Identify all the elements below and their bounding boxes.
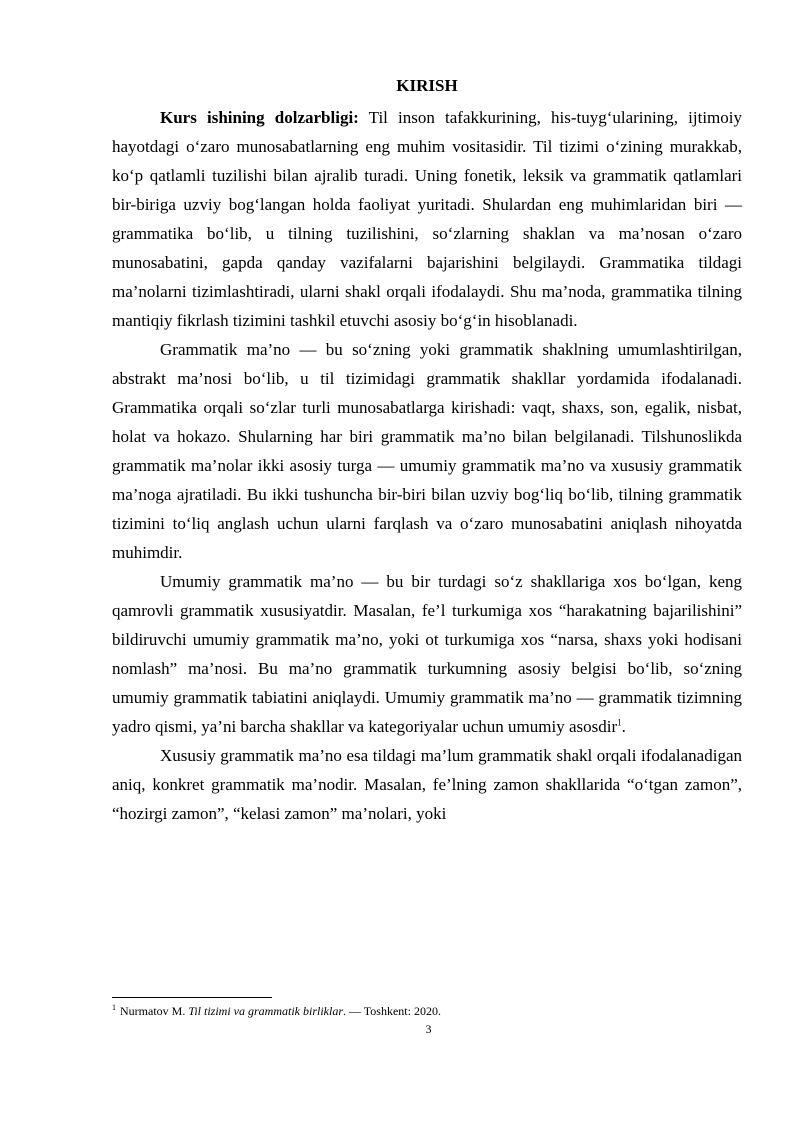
footnote-reference[interactable]: 1 <box>617 717 622 728</box>
document-page <box>112 72 742 828</box>
footnote-marker: 1 <box>112 1003 116 1012</box>
footnote-publication: . — Toshkent: 2020. <box>343 1004 441 1018</box>
paragraph-relevance <box>112 103 742 335</box>
paragraph-general-meaning <box>112 567 742 741</box>
paragraph-lead: Kurs ishining dolzarbligi: <box>160 108 359 127</box>
paragraph-text: Umumiy grammatik ma’no — bu bir turdagi so‘z shakllariga xos bo‘lgan, keng qamrovli grammatik xususiyatdir. Masalan, fe’l turkumiga xos “harakatning bajarilishini” bildiruvchi umumiy grammatik ma’no, yoki ot turkumiga xos “narsa, shaxs yoki hodisani nomlash” ma’nosi. Bu ma’no grammatik turkumning asosiy belgisi bo‘lib, so‘zning umumiy grammatik tabiatini aniqlaydi. Umumiy grammatik ma’no — grammatik tizimning yadro qismi, ya’ni barcha shakllar va kategoriyalar uchun umumiy asosdir <box>112 572 742 736</box>
paragraph-text: Xususiy grammatik ma’no esa tildagi ma’lum grammatik shakl orqali ifodalanadigan aniq, konkret grammatik ma’nodir. Masalan, fe’lning zamon shakllarida “o‘tgan zamon”, “hozirgi zamon”, “kelasi zamon” ma’nolari, yoki <box>112 746 742 823</box>
footnote-separator <box>112 997 272 998</box>
footnote <box>112 1004 742 1019</box>
page-number: 3 <box>425 1022 432 1036</box>
paragraph-text-end: . <box>621 717 626 736</box>
footnote-author: Nurmatov M. <box>120 1004 189 1018</box>
footnote-work-title: Til tizimi va grammatik birliklar <box>188 1004 344 1018</box>
paragraph-grammatical-meaning <box>112 335 742 567</box>
paragraph-text: Til inson tafakkurining, his-tuyg‘ularining, ijtimoiy hayotdagi o‘zaro munosabatlarning eng muhim vositasidir. Til tizimi o‘zining murakkab, ko‘p qatlamli tuzilishi bilan ajralib turadi. Uning fonetik, leksik va grammatik qatlamlari bir-biriga uzviy bog‘langan holda faoliyat yuritadi. Shulardan eng muhimlaridan biri — grammatika bo‘lib, u tilning tuzilishini, so‘zlarning shaklan va ma’nosan o‘zaro munosabatini, gapda qanday vazifalarni bajarishini belgilaydi. Grammatika tildagi ma’nolarni tizimlashtiradi, ularni shakl orqali ifodalaydi. Shu ma’noda, grammatika tilning mantiqiy fikrlash tizimini tashkil etuvchi asosiy bo‘g‘in hisoblanadi. <box>112 108 742 330</box>
section-title: KIRISH <box>396 76 458 95</box>
paragraph-specific-meaning <box>112 741 742 828</box>
paragraph-text: Grammatik ma’no — bu so‘zning yoki grammatik shaklning umumlashtirilgan, abstrakt ma’nosi bo‘lib, u til tizimidagi grammatik shakllar yordamida ifodalanadi. Grammatika orqali so‘zlar turli munosabatlarga kirishadi: vaqt, shaxs, son, egalik, nisbat, holat va hokazo. Shularning har biri grammatik ma’no bilan belgilanadi. Tilshunoslikda grammatik ma’nolar ikki asosiy turga — umumiy grammatik ma’no va xususiy grammatik ma’noga ajratiladi. Bu ikki tushuncha bir-biri bilan uzviy bog‘liq bo‘lib, tilning grammatik tizimini to‘liq anglash uchun ularni farqlash va o‘zaro munosabatini aniqlash nihoyatda muhimdir. <box>112 340 742 562</box>
